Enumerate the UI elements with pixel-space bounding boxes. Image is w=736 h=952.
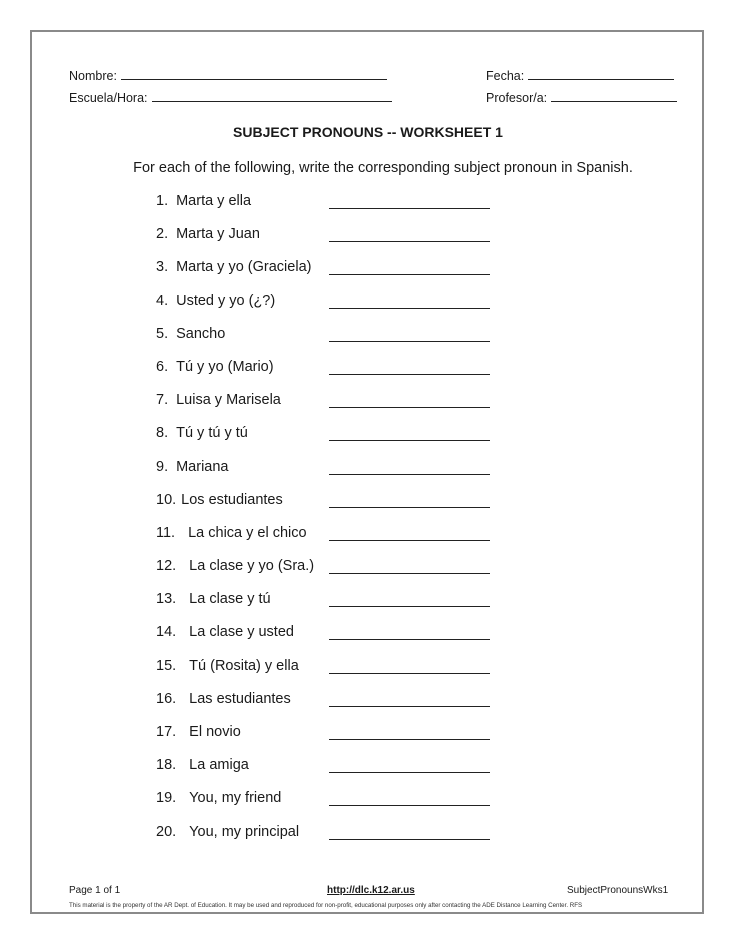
- question-prompt: [156, 259, 311, 275]
- question-text: Sancho: [176, 325, 226, 342]
- teacher-label: Profesor/a:: [486, 91, 548, 105]
- question-prompt: [156, 193, 251, 209]
- question-text: La amiga: [189, 757, 249, 774]
- question-prompt: [156, 624, 294, 640]
- question-item: [0, 724, 736, 757]
- question-number: 18.: [156, 757, 177, 774]
- answer-blank[interactable]: [329, 639, 490, 640]
- school-blank[interactable]: [152, 89, 392, 102]
- question-prompt: [156, 392, 281, 408]
- answer-blank[interactable]: [329, 706, 490, 707]
- question-item: [0, 359, 736, 392]
- question-item: [0, 259, 736, 292]
- question-item: [0, 226, 736, 259]
- page-number: Page 1 of 1: [69, 885, 121, 896]
- question-text: Usted y yo (¿?): [176, 292, 276, 309]
- answer-blank[interactable]: [329, 772, 490, 773]
- question-item: [0, 757, 736, 790]
- question-number: 12.: [156, 558, 177, 575]
- question-text: You, my friend: [189, 790, 282, 807]
- question-item: [0, 425, 736, 458]
- question-item: [0, 658, 736, 691]
- question-item: [0, 691, 736, 724]
- question-prompt: [156, 459, 228, 475]
- question-prompt: [156, 492, 283, 508]
- answer-blank[interactable]: [329, 606, 490, 607]
- answer-blank[interactable]: [329, 673, 490, 674]
- question-text: Marta y Juan: [176, 226, 260, 243]
- question-text: Los estudiantes: [181, 491, 283, 508]
- question-prompt: [156, 591, 271, 607]
- question-number: 8.: [156, 425, 169, 442]
- answer-blank[interactable]: [329, 241, 490, 242]
- date-blank[interactable]: [528, 67, 674, 80]
- question-item: [0, 790, 736, 823]
- question-prompt: [156, 293, 275, 309]
- question-number: 13.: [156, 591, 177, 608]
- answer-blank[interactable]: [329, 208, 490, 209]
- question-text: Tú (Rosita) y ella: [189, 657, 299, 674]
- teacher-field: [486, 89, 677, 105]
- question-item: [0, 525, 736, 558]
- question-number: 14.: [156, 624, 177, 641]
- question-number: 17.: [156, 724, 177, 740]
- question-text: Luisa y Marisela: [176, 392, 281, 409]
- question-prompt: [156, 558, 314, 574]
- question-text: Mariana: [176, 458, 229, 475]
- question-number: 11.: [156, 524, 176, 541]
- school-label: Escuela/Hora:: [69, 91, 148, 105]
- question-text: Tú y tú y tú: [176, 425, 248, 442]
- question-text: La clase y usted: [189, 624, 294, 641]
- school-field: [69, 89, 392, 105]
- question-item: [0, 824, 736, 857]
- answer-blank[interactable]: [329, 374, 490, 375]
- question-item: [0, 558, 736, 591]
- answer-blank[interactable]: [329, 474, 490, 475]
- document-id: SubjectPronounsWks1: [567, 885, 669, 896]
- answer-blank[interactable]: [329, 407, 490, 408]
- question-number: 10.: [156, 491, 177, 508]
- question-number: 9.: [156, 458, 169, 475]
- question-item: [0, 459, 736, 492]
- question-number: 16.: [156, 690, 177, 707]
- question-text: La clase y yo (Sra.): [189, 558, 315, 575]
- answer-blank[interactable]: [329, 839, 490, 840]
- answer-blank[interactable]: [329, 540, 490, 541]
- question-prompt: [156, 691, 291, 707]
- answer-blank[interactable]: [329, 274, 490, 275]
- question-prompt: [156, 658, 299, 674]
- answer-blank[interactable]: [329, 308, 490, 309]
- question-text: Marta y ella: [176, 193, 252, 209]
- question-number: 1.: [156, 193, 169, 209]
- instructions: For each of the following, write the corresponding subject pronoun in Spanish.: [133, 160, 633, 176]
- question-item: [0, 624, 736, 657]
- question-text: Marta y yo (Graciela): [176, 259, 312, 276]
- question-item: [0, 326, 736, 359]
- teacher-blank[interactable]: [551, 89, 677, 102]
- name-blank[interactable]: [121, 67, 387, 80]
- question-prompt: [156, 824, 299, 840]
- question-text: Las estudiantes: [189, 690, 291, 707]
- footer-link[interactable]: http://dlc.k12.ar.us: [327, 885, 415, 896]
- name-label: Nombre:: [69, 69, 117, 83]
- question-prompt: [156, 757, 249, 773]
- question-item: [0, 492, 736, 525]
- question-text: El novio: [189, 724, 241, 740]
- answer-blank[interactable]: [329, 341, 490, 342]
- question-prompt: [156, 226, 260, 242]
- question-number: 2.: [156, 226, 169, 243]
- question-text: Tú y yo (Mario): [176, 358, 274, 375]
- question-number: 4.: [156, 292, 169, 309]
- question-number: 20.: [156, 823, 177, 840]
- answer-blank[interactable]: [329, 739, 490, 740]
- question-item: [0, 293, 736, 326]
- answer-blank[interactable]: [329, 573, 490, 574]
- copyright-note: This material is the property of the AR Dept. of Education. It may be used and reproduced for non-profit, educational purposes only after contacting the ADE Distance Learning Center. RFS: [69, 902, 583, 909]
- question-number: 7.: [156, 392, 169, 409]
- question-prompt: [156, 326, 225, 342]
- answer-blank[interactable]: [329, 507, 490, 508]
- question-prompt: [156, 425, 248, 441]
- question-item: [0, 591, 736, 624]
- question-text: La clase y tú: [189, 591, 271, 608]
- question-number: 15.: [156, 657, 177, 674]
- question-text: La chica y el chico: [188, 524, 307, 541]
- question-prompt: [156, 724, 241, 740]
- question-number: 3.: [156, 259, 169, 276]
- question-list: [0, 193, 736, 857]
- question-prompt: [156, 525, 307, 541]
- date-label: Fecha:: [486, 69, 525, 83]
- date-field: [486, 67, 674, 83]
- worksheet-title: SUBJECT PRONOUNS -- WORKSHEET 1: [233, 124, 503, 140]
- name-field: [69, 67, 387, 83]
- question-item: [0, 193, 736, 226]
- question-prompt: [156, 790, 281, 806]
- question-text: You, my principal: [189, 823, 300, 840]
- question-number: 6.: [156, 358, 169, 375]
- answer-blank[interactable]: [329, 440, 490, 441]
- question-item: [0, 392, 736, 425]
- question-number: 5.: [156, 325, 169, 342]
- question-number: 19.: [156, 790, 177, 807]
- answer-blank[interactable]: [329, 805, 490, 806]
- question-prompt: [156, 359, 274, 375]
